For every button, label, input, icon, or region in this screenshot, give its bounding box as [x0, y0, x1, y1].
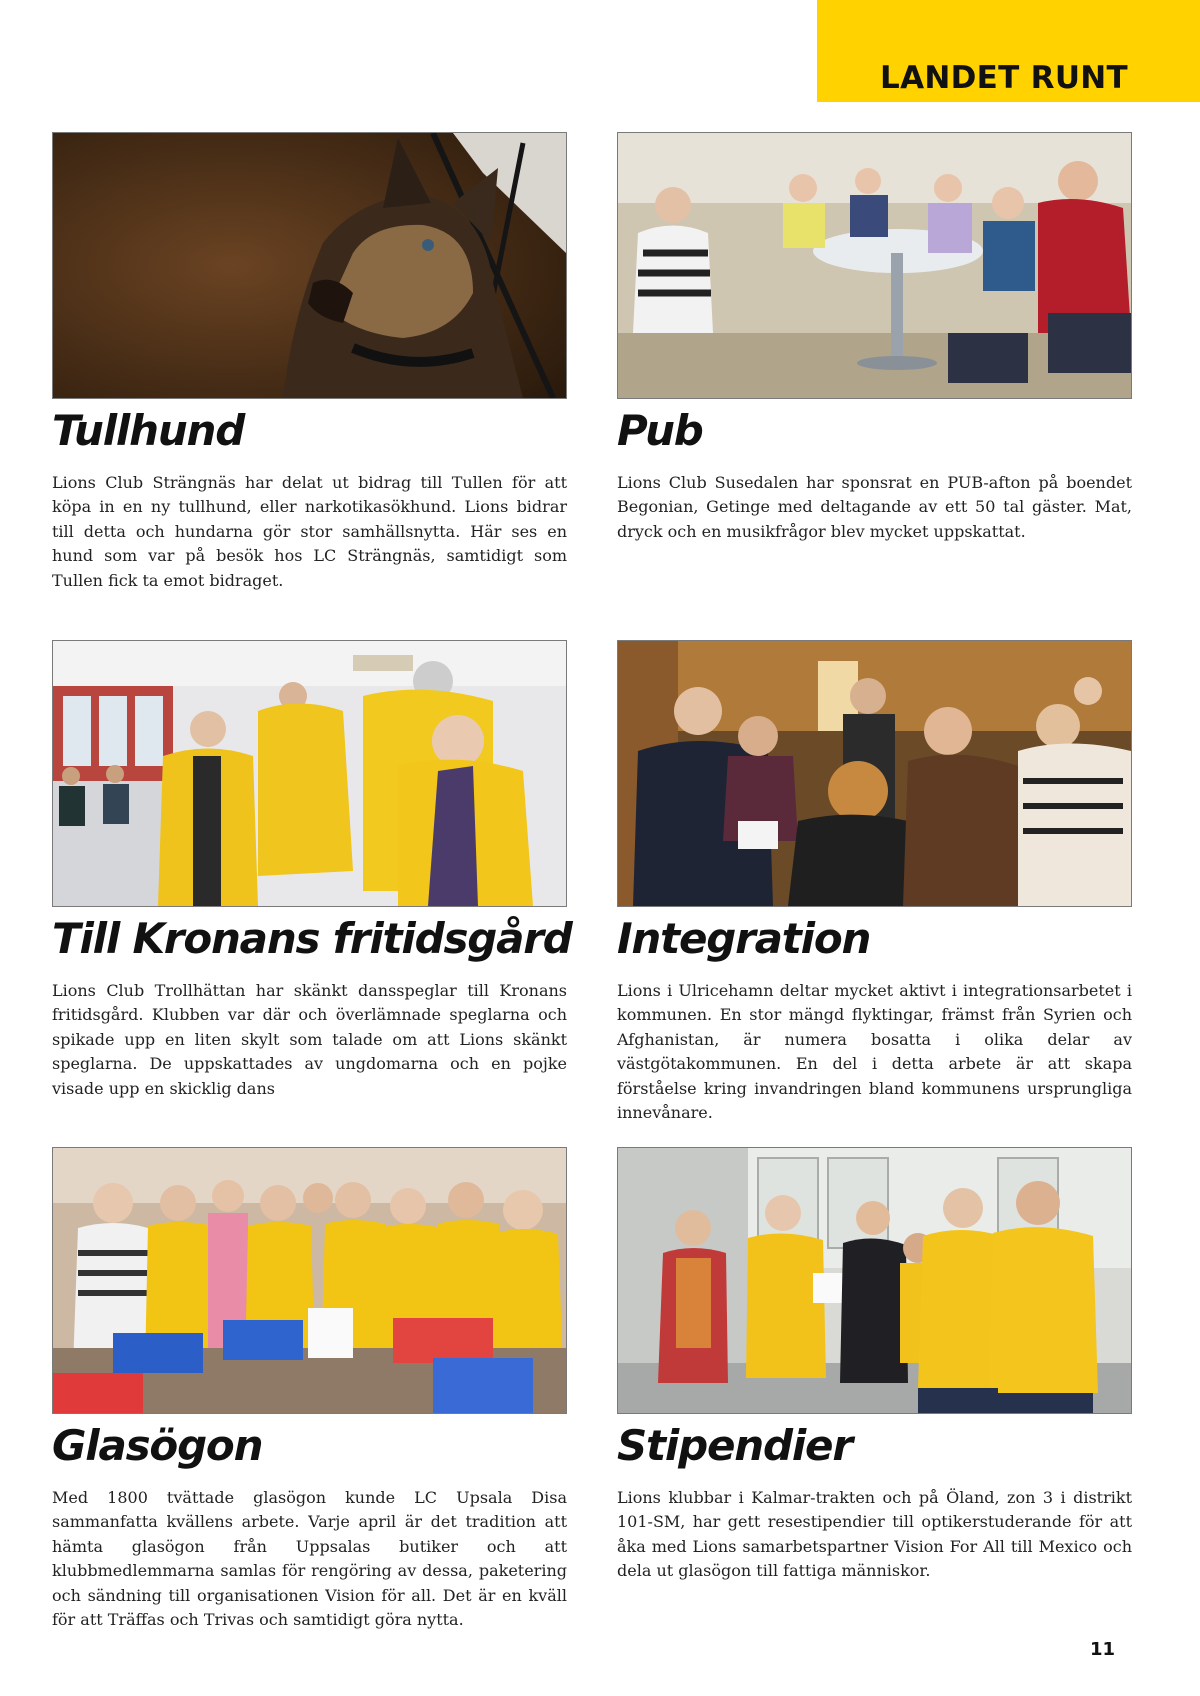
- article-body: Lions i Ulricehamn deltar mycket aktivt i integrationsarbetet i kommunen. En stor mängd flyktingar, främst från Syrien och Afghanistan, är numera bosatta i olika delar av västgötakommunen. En del i detta arbete är att skapa förståelse kring invandringen bland kommunens ursprungliga innevånare.: [617, 981, 1132, 1123]
- article-stipendier: [617, 1147, 1132, 1627]
- photo-mirror-mounting: [52, 640, 567, 907]
- photo-glasses-cleaning: [52, 1147, 567, 1414]
- article-pub: [617, 132, 1132, 592]
- article-glasogon: [52, 1147, 567, 1630]
- article-headline: Glasögon: [52, 1421, 263, 1470]
- article-body: Med 1800 tvättade glasögon kunde LC Upsala Disa sammanfatta kvällens arbete. Varje april är det tradition att hämta glasögon från Uppsalas butiker och att klubbmedlemmarna samlas för rengöring av dessa, paketering och sändning till organisationen Vision för all. Det är en kväll för att Träffas och Trivas och samtidigt göra nytta.: [52, 1488, 567, 1630]
- article-body: Lions klubbar i Kalmar-trakten och på Öland, zon 3 i distrikt 101-SM, har gett resestipendier till optikerstuderande för att åka med Lions samarbetspartner Vision For All till Mexico och dela ut glasögon till fattiga människor.: [617, 1488, 1132, 1581]
- article-body: Lions Club Strängnäs har delat ut bidrag till Tullen för att köpa in en ny tullhund, eller narkotikasökhund. Lions bidrar till detta och hundarna gör stor samhällsnytta. Här ses en hund som var på besök hos LC Strängnäs, samtidigt som Tullen fick ta emot bidraget.: [52, 473, 567, 590]
- article-headline: Stipendier: [617, 1421, 852, 1470]
- article-kronans-fritidsgard: [52, 640, 572, 1100]
- article-headline: Tullhund: [52, 406, 245, 455]
- article-headline: Integration: [617, 914, 871, 963]
- photo-pub-guests: [617, 132, 1132, 399]
- article-body: Lions Club Susedalen har sponsrat en PUB-afton på boendet Begonian, Getinge med deltagande av ett 50 tal gäster. Mat, dryck och en musikfrågor blev mycket uppskattat.: [617, 473, 1132, 541]
- article-tullhund: [52, 132, 567, 592]
- article-headline: Pub: [617, 406, 703, 455]
- article-headline: Till Kronans fritidsgård: [52, 914, 572, 963]
- section-label: LANDET RUNT: [880, 60, 1128, 96]
- article-integration: [617, 640, 1132, 1123]
- page-number: 11: [1090, 1639, 1116, 1660]
- section-tab: [817, 0, 1200, 102]
- article-body: Lions Club Trollhättan har skänkt dansspeglar till Kronans fritidsgård. Klubben var där och överlämnade speglarna och spikade upp en liten skylt som talade om att Lions skänkt speglarna. De uppskattades av ungdomarna och en pojke visade upp en skicklig dans: [52, 981, 567, 1098]
- photo-scholarship-handover: [617, 1147, 1132, 1414]
- photo-dog: [52, 132, 567, 399]
- photo-integration-gathering: [617, 640, 1132, 907]
